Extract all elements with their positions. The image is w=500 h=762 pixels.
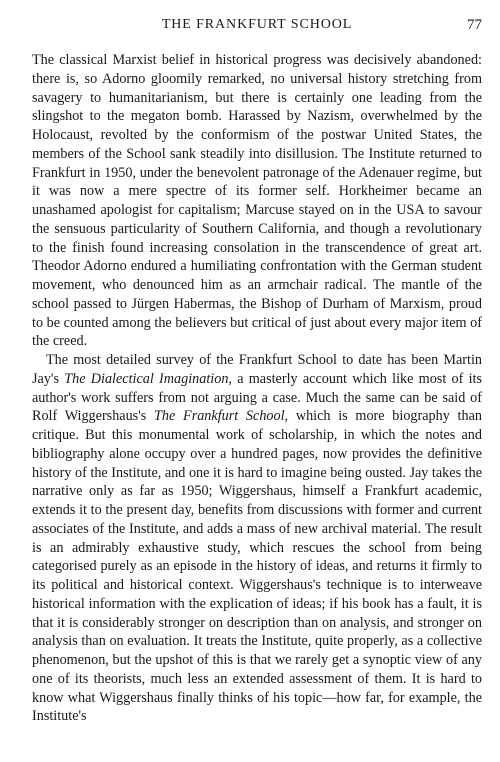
running-title: THE FRANKFURT SCHOOL (161, 17, 353, 32)
text-run: , which is more biography than critique. But this monumental work of scholarship, in which the notes and bibliography alone occupy over a hundred pages, now provides the definitive history of the Institute, and one it is hard to imagine being ousted. Jay takes the narrative only as far as 1950; Wiggershaus, himself a Frankfurt academic, extends it to the present day, benefits from discussions with former and current associates of the Institute, and adds a mass of new archival material. The result is an admirably exhaustive study, which rescues the school from being categorised purely as an episode in the history of ideas, and returns it firmly to its political and historical context. Wiggershaus's technique is to interweave historical information with the explication of ideas; if his book has a fault, it is that it is considerably stronger on description than on analysis, and stronger on analysis than on evaluation. It treats the Institute, quite properly, as a collective phenomenon, but the upshot of this is that we rarely get a synoptic view of any one of its theorists, much less an extended assessment of them. It is hard to know what Wiggershaus finally thinks of his topic—how far, for example, the Institute's (32, 408, 482, 725)
running-head (32, 14, 482, 36)
body-text (32, 51, 482, 726)
text-run: , a masterly account which like most of its author's work suffers from not arguing a case. Much the same can be said of Rolf Wiggershaus's (32, 370, 482, 425)
book-title: The Frankfurt School (154, 408, 285, 425)
paragraph: The classical Marxist belief in historical progress was decisively abandoned: there is, so Adorno gloomily remarked, no universal history stretching from savagery to humanitarianism, but there is certainly one leading from the slingshot to the megaton bomb. Harassed by Nazism, overwhelmed by the Holocaust, revolted by the conformism of the postwar United States, the members of the School sank steadily into disillusion. The Institute returned to Frankfurt in 1950, under the benevolent patronage of the Adenauer regime, but it was now a mere spectre of its former self. Horkheimer became an unashamed apologist for capitalism; Marcuse stayed on in the USA to savour the sensuous particularity of Southern California, and though a revolutionary to the finish found increasing consolation in the transcendence of great art. Theodor Adorno endured a humiliating confrontation with the German student movement, who denounced him as an armchair radical. The mantle of the school passed to Jürgen Habermas, the Bishop of Durham of Marxism, proud to be counted among the believers but critical of just about every major item of the creed. (32, 52, 482, 350)
page-number: 77 (467, 17, 482, 33)
paragraph (32, 351, 482, 726)
text-run: The most detailed survey of the Frankfurt School to date has been Martin Jay's (32, 352, 482, 387)
book-title: The Dialectical Imagination (64, 370, 229, 387)
